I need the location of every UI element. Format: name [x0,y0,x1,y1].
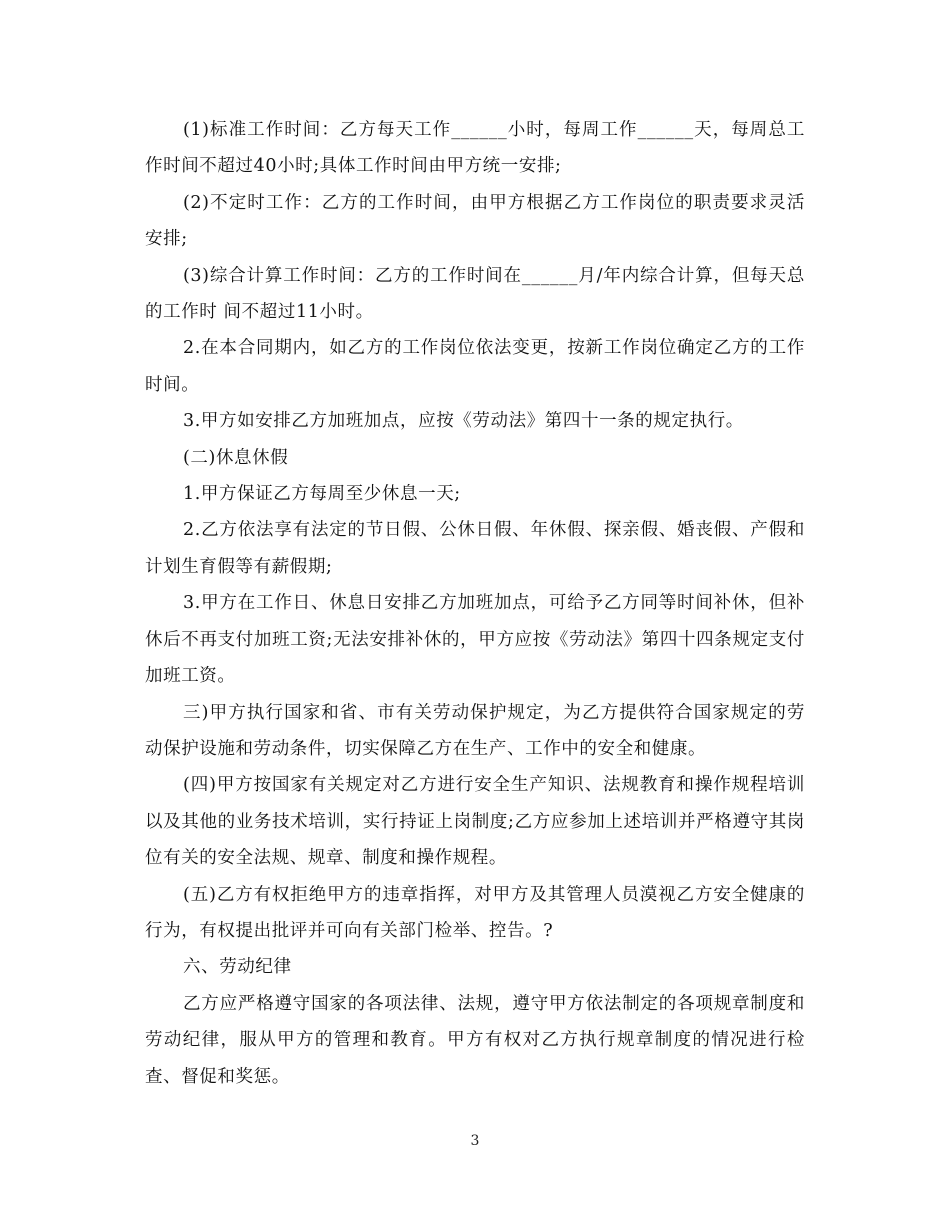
section-heading-rest-leave: (二)休息休假 [183,447,289,468]
paragraph-flexible-hours: (2)不定时工作：乙方的工作时间，由甲方根据乙方工作岗位的职责要求灵活安排; [145,192,805,250]
paragraph-safety-training: (四)甲方按国家有关规定对乙方进行安全生产知识、法规教育和操作规程培训以及其他的业务技术培训，实行持证上岗制度;乙方应参加上述培训并严格遵守其岗位有关的安全法规、规章、制度和操作规程。 [145,775,805,869]
paragraph-overtime: 3.甲方如安排乙方加班加点，应按《劳动法》第四十一条的规定执行。 [183,411,744,432]
page-number: 3 [470,1133,480,1149]
paragraph-refuse-orders: (五)乙方有权拒绝甲方的违章指挥，对甲方及其管理人员漠视乙方安全健康的行为，有权提出批评并可向有关部门检举、控告。? [145,884,805,941]
paragraph-discipline: 乙方应严格遵守国家的各项法律、法规，遵守甲方依法制定的各项规章制度和劳动纪律，服从甲方的管理和教育。甲方有权对乙方执行规章制度的情况进行检查、督促和奖惩。 [145,993,805,1087]
paragraph-paid-leave: 2.乙方依法享有法定的节日假、公休日假、年休假、探亲假、婚丧假、产假和计划生育假等有薪假期; [145,520,805,577]
section-heading-labor-discipline: 六、劳动纪律 [183,957,292,978]
paragraph-weekly-rest: 1.甲方保证乙方每周至少休息一天; [183,484,461,505]
paragraph-comprehensive-hours: (3)综合计算工作时间：乙方的工作时间在______月/年内综合计算，但每天总的工作时 间不超过11小时。 [145,265,805,323]
paragraph-standard-hours: (1)标准工作时间：乙方每天工作______小时，每周工作______天，每周总工作时间不超过40小时;具体工作时间由甲方统一安排; [145,120,805,177]
paragraph-labor-protection: 三)甲方执行国家和省、市有关劳动保护规定，为乙方提供符合国家规定的劳动保护设施和劳动条件，切实保障乙方在生产、工作中的安全和健康。 [145,702,805,759]
paragraph-compensatory-rest: 3.甲方在工作日、休息日安排乙方加班加点，可给予乙方同等时间补休，但补休后不再支付加班工资;无法安排补休的，甲方应按《劳动法》第四十四条规定支付加班工资。 [145,593,805,687]
paragraph-position-change: 2.在本合同期内，如乙方的工作岗位依法变更，按新工作岗位确定乙方的工作时间。 [145,338,805,395]
document-body [145,112,805,1095]
